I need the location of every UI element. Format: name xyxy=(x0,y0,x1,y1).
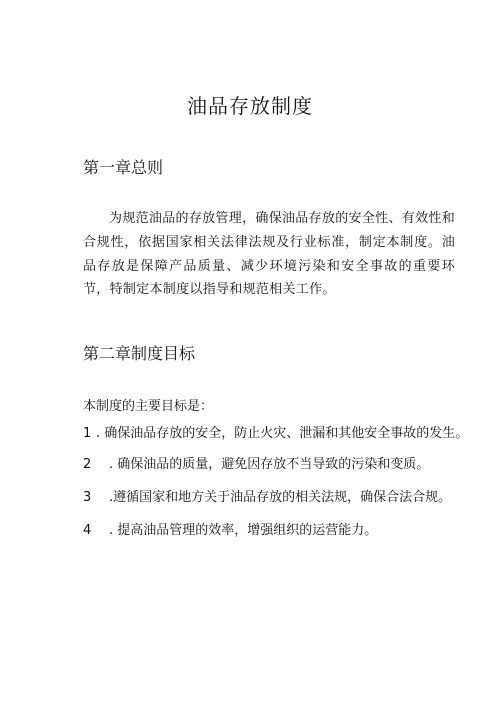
goal-list-item xyxy=(83,521,463,541)
goal-text: .遵循国家和地方关于油品存放的相关法规，确保合法合规。 xyxy=(109,490,452,505)
goal-list-item xyxy=(83,488,463,508)
goal-number: 3 xyxy=(83,490,92,505)
goal-text: . 确保油品存放的安全，防止火灾、泄漏和其他安全事故的发生。 xyxy=(96,426,469,441)
goal-number: 4 xyxy=(83,523,92,538)
chapter-2-intro: 本制度的主要目标是： xyxy=(83,399,214,414)
goal-list-item xyxy=(83,455,463,475)
goal-number: 2 xyxy=(83,457,92,472)
goal-text: . 确保油品的质量，避免因存放不当导致的污染和变质。 xyxy=(109,457,430,472)
chapter-2-heading: 第二章制度目标 xyxy=(83,344,196,363)
chapter-1-paragraph: 为规范油品的存放管理，确保油品存放的安全性、有效性和合规性，依据国家相关法律法规及行业标准，制定本制度。油品存放是保障产品质量、减少环境污染和安全事故的重要环节，特制定本制度以指导和规范相关工作。 xyxy=(83,211,455,298)
document-title: 油品存放制度 xyxy=(187,94,313,118)
goal-number: 1 xyxy=(83,426,92,441)
goal-text: . 提高油品管理的效率，增强组织的运营能力。 xyxy=(109,523,378,538)
goal-list-item xyxy=(83,424,469,444)
chapter-1-heading: 第一章总则 xyxy=(83,158,164,177)
